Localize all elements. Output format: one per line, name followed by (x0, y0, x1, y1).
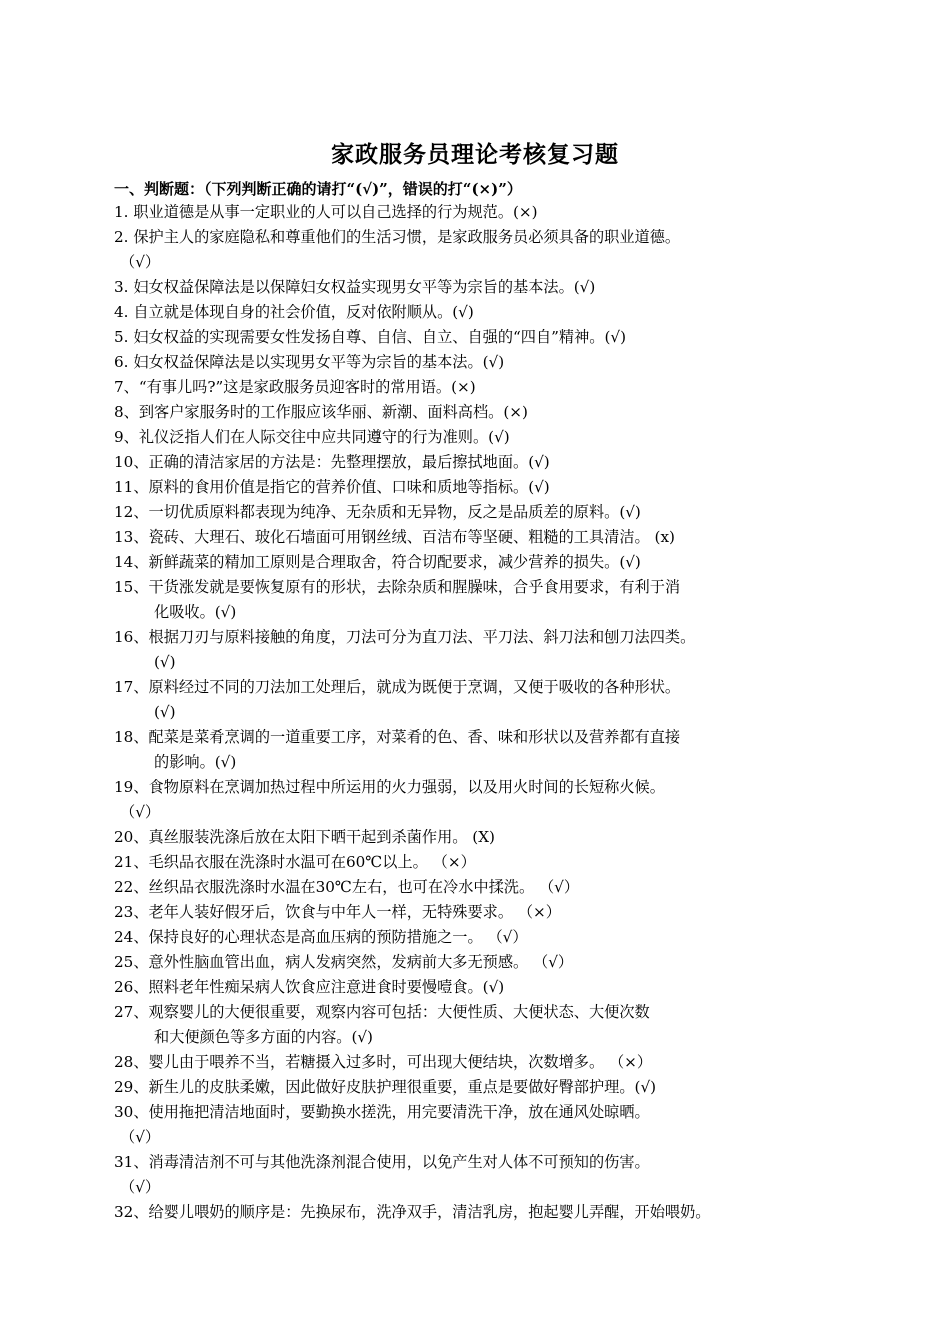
question-line: 1. 职业道德是从事一定职业的人可以自己选择的行为规范。(×) (114, 203, 538, 221)
question-line: 的影响。(√) (154, 753, 237, 771)
question-line: 16、根据刀刃与原料接触的角度，刀法可分为直刀法、平刀法、斜刀法和刨刀法四类。 (114, 628, 696, 646)
question-line: 23、老年人装好假牙后，饮食与中年人一样，无特殊要求。 （×） (114, 903, 561, 921)
question-line: 25、意外性脑血管出血，病人发病突然，发病前大多无预感。 （√） (114, 953, 574, 971)
question-line: 4. 自立就是体现自身的社会价值，反对依附顺从。(√) (114, 303, 474, 321)
question-line: 13、瓷砖、大理石、玻化石墙面可用钢丝绒、百洁布等坚硬、粗糙的工具清洁。 (x) (114, 528, 675, 546)
question-line: 28、婴儿由于喂养不当，若糖摄入过多时，可出现大便结块，次数增多。 （×） (114, 1053, 653, 1071)
question-line: 20、真丝服装洗涤后放在太阳下晒干起到杀菌作用。 (X) (114, 828, 495, 846)
question-line: 2. 保护主人的家庭隐私和尊重他们的生活习惯，是家政服务员必须具备的职业道德。 (114, 228, 681, 246)
question-line: 7、“有事儿吗?”这是家政服务员迎客时的常用语。(×) (114, 378, 476, 396)
question-line: 19、食物原料在烹调加热过程中所运用的火力强弱，以及用火时间的长短称火候。 (114, 778, 665, 796)
question-line: 17、原料经过不同的刀法加工处理后，就成为既便于烹调，又便于吸收的各种形状。 (114, 678, 681, 696)
question-line: 18、配菜是菜肴烹调的一道重要工序，对菜肴的色、香、味和形状以及营养都有直接 (114, 728, 681, 746)
question-line: （√） (120, 803, 161, 821)
question-line: 30、使用拖把清洁地面时，要勤换水搓洗，用完要清洗干净，放在通风处晾晒。 (114, 1103, 650, 1121)
question-line: 11、原料的食用价值是指它的营养价值、口味和质地等指标。(√) (114, 478, 550, 496)
question-line: 32、给婴儿喂奶的顺序是：先换尿布，洗净双手，清洁乳房，抱起婴儿弄醒，开始喂奶。 (114, 1203, 711, 1221)
question-line: 14、新鲜蔬菜的精加工原则是合理取舍，符合切配要求，减少营养的损失。(√) (114, 553, 641, 571)
question-line: 化吸收。(√) (154, 603, 237, 621)
question-line: 8、到客户家服务时的工作服应该华丽、新潮、面料高档。(×) (114, 403, 528, 421)
document-title: 家政服务员理论考核复习题 (331, 141, 619, 168)
question-line: 5. 妇女权益的实现需要女性发扬自尊、自信、自立、自强的“四自”精神。(√) (114, 328, 626, 346)
question-line: 26、照料老年性痴呆病人饮食应注意进食时要慢噎食。(√) (114, 978, 505, 996)
question-line: 22、丝织品衣服洗涤时水温在30℃左右，也可在冷水中揉洗。 （√） (114, 878, 580, 896)
question-line: 21、毛织品衣服在洗涤时水温可在60℃以上。 （×） (114, 853, 476, 871)
question-line: （√） (120, 1128, 161, 1146)
question-line: 15、干货涨发就是要恢复原有的形状，去除杂质和腥臊味，合乎食用要求，有利于消 (114, 578, 681, 596)
question-line: (√) (154, 703, 176, 721)
question-line: 31、消毒清洁剂不可与其他洗涤剂混合使用，以免产生对人体不可预知的伤害。 (114, 1153, 650, 1171)
question-line: 和大便颜色等多方面的内容。(√) (154, 1028, 373, 1046)
question-line: 10、正确的清洁家居的方法是：先整理摆放，最后擦拭地面。(√) (114, 453, 550, 471)
question-list (114, 200, 844, 1225)
question-line: （√） (120, 1178, 161, 1196)
section-heading: 一、判断题：（下列判断正确的请打“(√)”，错误的打“(×)”） (114, 180, 522, 198)
question-line: 9、礼仪泛指人们在人际交往中应共同遵守的行为准则。(√) (114, 428, 510, 446)
question-line: 24、保持良好的心理状态是高血压病的预防措施之一。 （√） (114, 928, 528, 946)
question-line: 3. 妇女权益保障法是以保障妇女权益实现男女平等为宗旨的基本法。(√) (114, 278, 596, 296)
question-line: （√） (120, 253, 161, 271)
question-line: 29、新生儿的皮肤柔嫩，因此做好皮肤护理很重要，重点是要做好臀部护理。(√) (114, 1078, 657, 1096)
question-line: 27、观察婴儿的大便很重要，观察内容可包括：大便性质、大便状态、大便次数 (114, 1003, 650, 1021)
question-line: 6. 妇女权益保障法是以实现男女平等为宗旨的基本法。(√) (114, 353, 505, 371)
question-line: (√) (154, 653, 176, 671)
question-line: 12、一切优质原料都表现为纯净、无杂质和无异物，反之是品质差的原料。(√) (114, 503, 641, 521)
